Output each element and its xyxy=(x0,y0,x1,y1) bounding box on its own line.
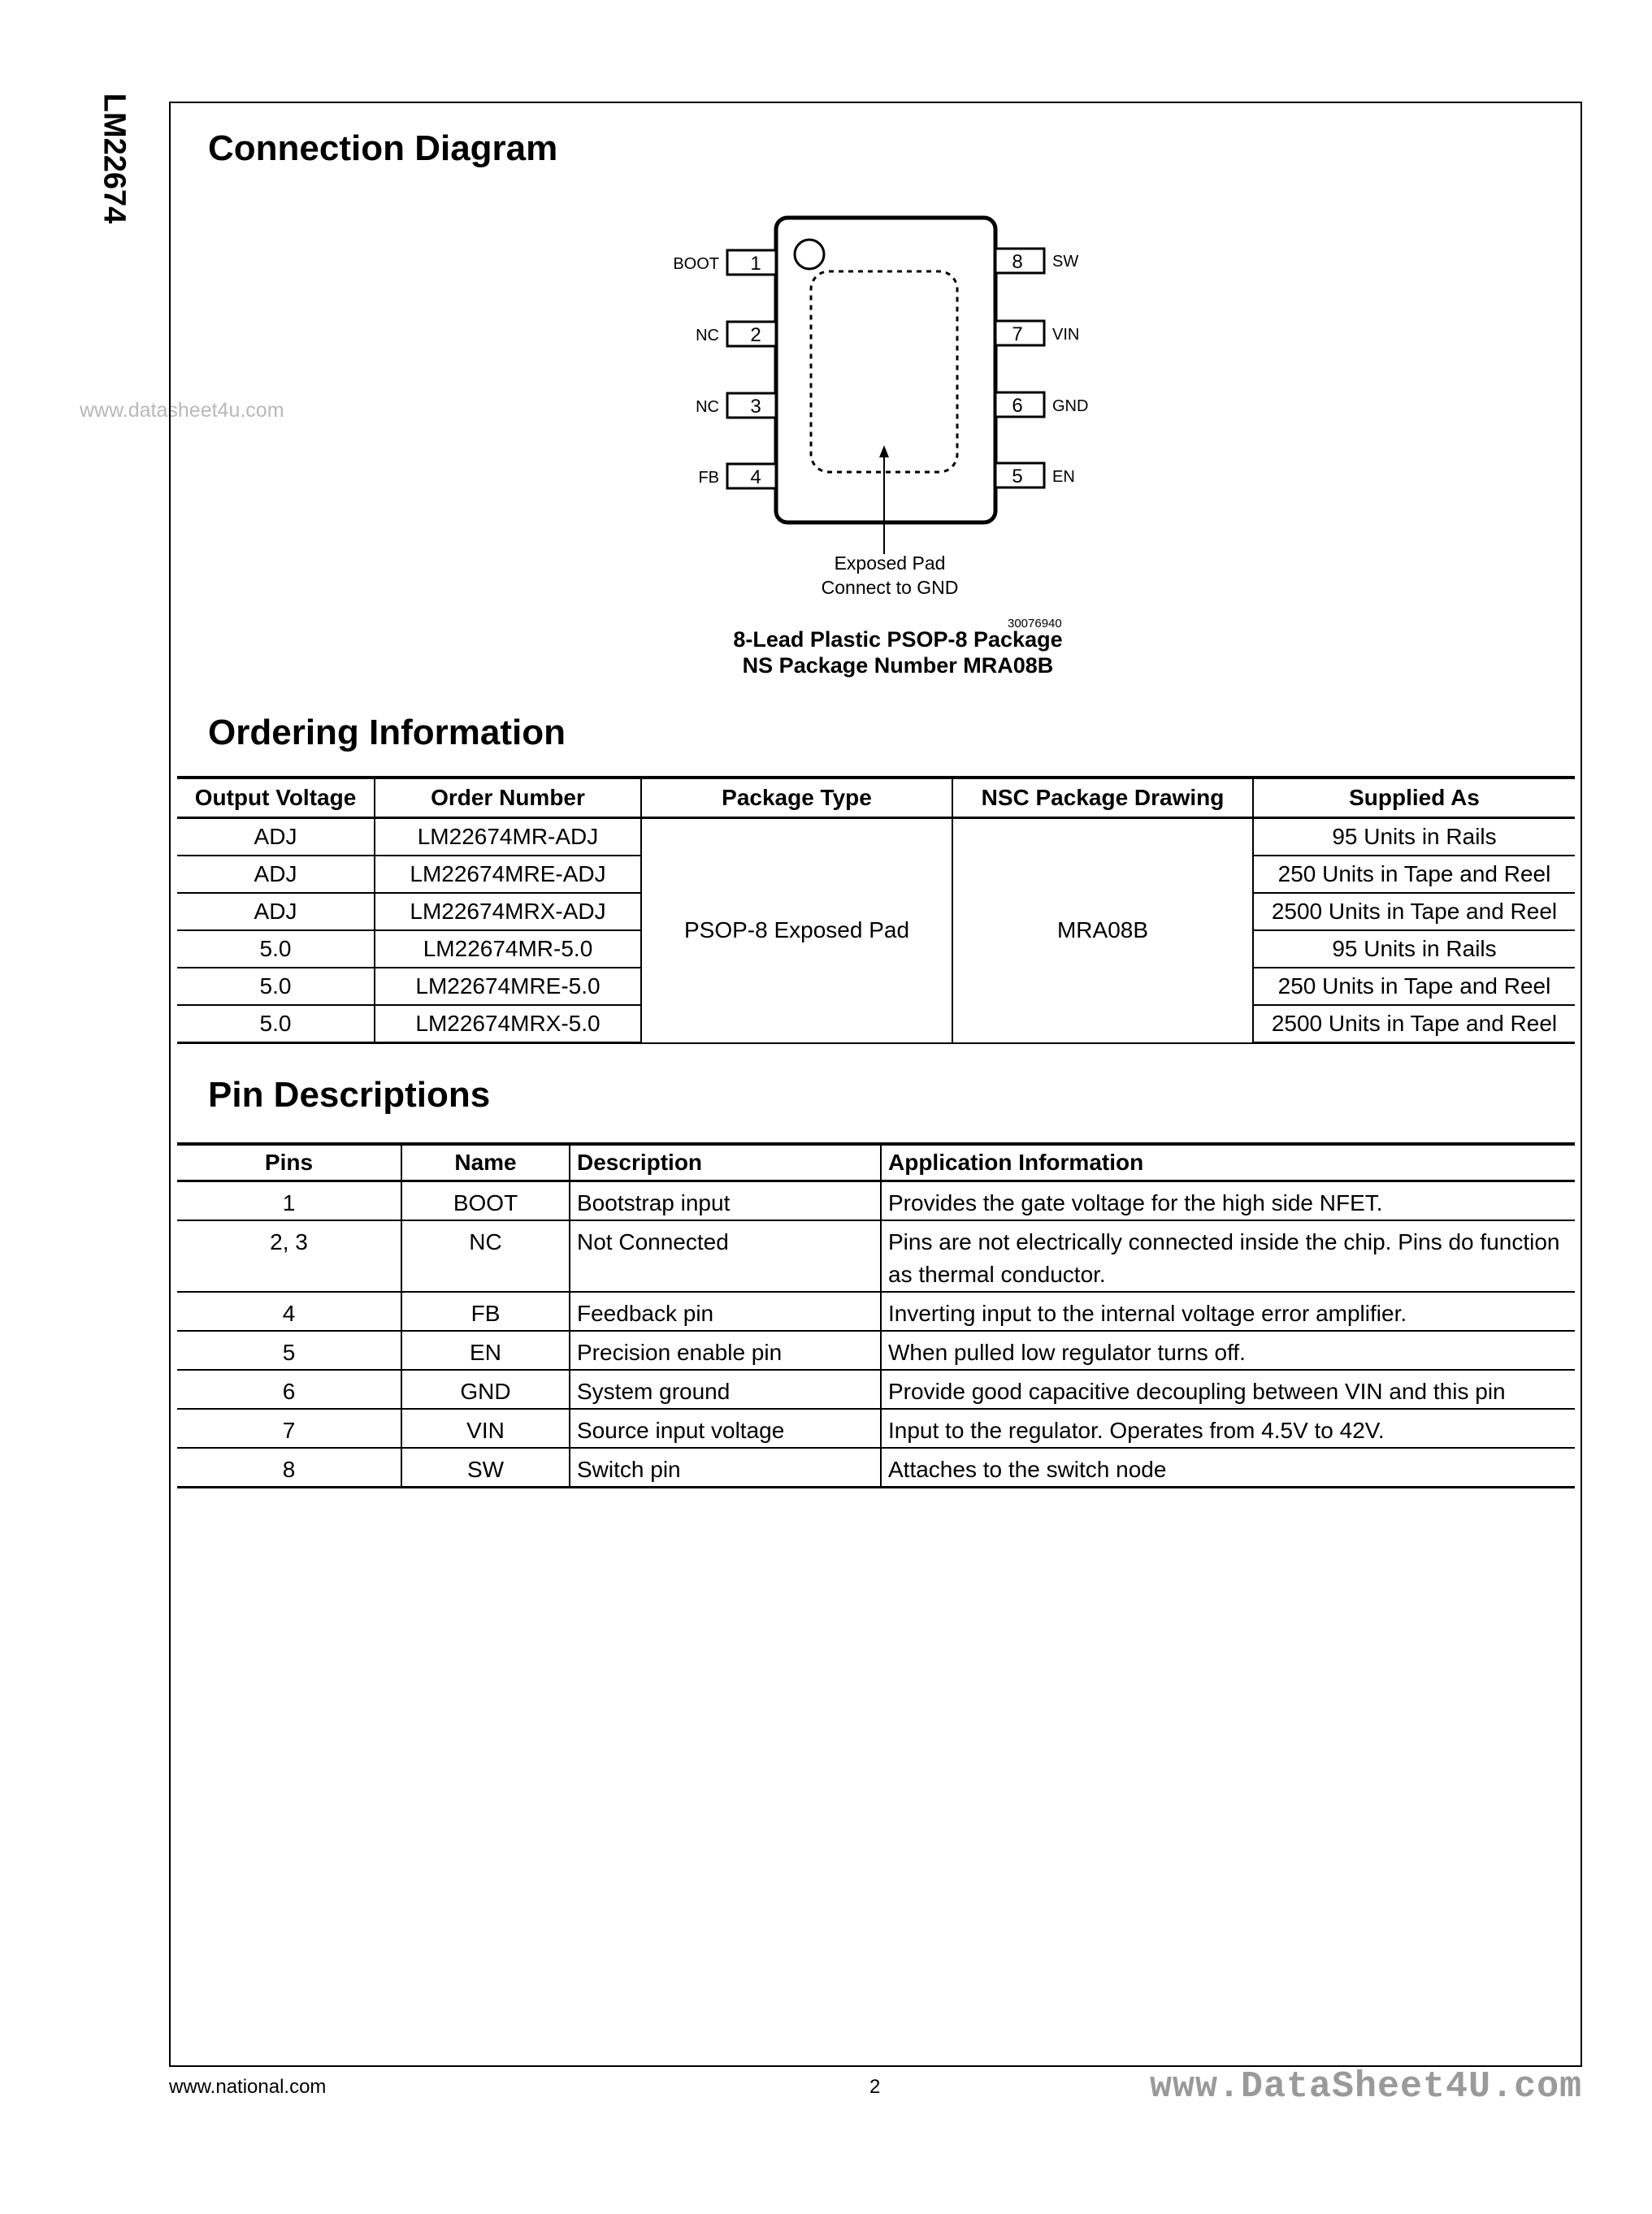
supplied-as-cell: 250 Units in Tape and Reel xyxy=(1253,968,1575,1005)
pin-name: EN xyxy=(1052,468,1075,486)
table-row xyxy=(177,1292,1575,1331)
pin-name-cell: VIN xyxy=(401,1409,570,1448)
pin-name-cell: GND xyxy=(401,1370,570,1409)
pin-name: GND xyxy=(1052,397,1089,415)
right-pin-5 xyxy=(995,463,1075,487)
pin-number: 4 xyxy=(750,466,761,488)
pin-name: VIN xyxy=(1052,326,1080,344)
pin-name: NC xyxy=(696,398,719,416)
pin-name: FB xyxy=(698,469,719,487)
left-pin-1 xyxy=(673,250,776,275)
pin-description-cell: Source input voltage xyxy=(570,1409,881,1448)
footer-website: www.national.com xyxy=(169,2076,327,2098)
connection-diagram-title: Connection Diagram xyxy=(208,128,558,168)
pin-number: 8 xyxy=(1012,251,1023,273)
pin-name: SW xyxy=(1052,253,1079,271)
pin-number-cell: 8 xyxy=(177,1448,401,1488)
pin-name-cell: EN xyxy=(401,1331,570,1370)
pin-number-cell: 2, 3 xyxy=(177,1220,401,1292)
table-header-row xyxy=(177,778,1575,818)
application-info-cell: When pulled low regulator turns off. xyxy=(881,1331,1575,1370)
package-type-cell: PSOP-8 Exposed Pad xyxy=(641,818,952,1043)
package-drawing-cell: MRA08B xyxy=(952,818,1253,1043)
application-info-cell: Provides the gate voltage for the high side NFET. xyxy=(881,1181,1575,1221)
ordering-information-title: Ordering Information xyxy=(208,713,566,752)
pin-number-cell: 6 xyxy=(177,1370,401,1409)
application-info-cell: Pins are not electrically connected inside the chip. Pins do function as thermal conductor. xyxy=(881,1220,1575,1292)
table-row xyxy=(177,818,1575,856)
pin-number-cell: 1 xyxy=(177,1181,401,1221)
pin-name-cell: BOOT xyxy=(401,1181,570,1221)
supplied-as-cell: 95 Units in Rails xyxy=(1253,930,1575,968)
pin-number: 5 xyxy=(1012,466,1023,487)
column-header: Order Number xyxy=(375,778,641,818)
order-number-cell: LM22674MRX-ADJ xyxy=(375,893,641,930)
column-header: Package Type xyxy=(641,778,952,818)
table-header-row xyxy=(177,1144,1575,1181)
left-pin-2 xyxy=(696,322,776,346)
part-number-side-label: LM22674 xyxy=(97,93,132,224)
output-voltage-cell: 5.0 xyxy=(177,1005,375,1043)
pin-description-cell: Precision enable pin xyxy=(570,1331,881,1370)
application-info-cell: Provide good capacitive decoupling between VIN and this pin xyxy=(881,1370,1575,1409)
pin-name: NC xyxy=(696,327,719,344)
left-pin-4 xyxy=(698,464,776,488)
pin-name-cell: NC xyxy=(401,1220,570,1292)
right-pin-8 xyxy=(995,249,1078,273)
package-caption-line1: 8-Lead Plastic PSOP-8 Package xyxy=(733,627,1063,652)
watermark-top-left: www.datasheet4u.com xyxy=(80,399,284,422)
supplied-as-cell: 95 Units in Rails xyxy=(1253,818,1575,856)
column-header: Application Information xyxy=(881,1144,1575,1181)
supplied-as-cell: 2500 Units in Tape and Reel xyxy=(1253,1005,1575,1043)
pin-descriptions-title: Pin Descriptions xyxy=(208,1075,491,1115)
application-info-cell: Inverting input to the internal voltage error amplifier. xyxy=(881,1292,1575,1331)
pin-description-cell: Feedback pin xyxy=(570,1292,881,1331)
output-voltage-cell: ADJ xyxy=(177,893,375,930)
order-number-cell: LM22674MRX-5.0 xyxy=(375,1005,641,1043)
pin-number-cell: 4 xyxy=(177,1292,401,1331)
application-info-cell: Input to the regulator. Operates from 4.5V to 42V. xyxy=(881,1409,1575,1448)
output-voltage-cell: ADJ xyxy=(177,818,375,856)
pin-number-cell: 7 xyxy=(177,1409,401,1448)
figure-code: 30076940 xyxy=(1008,617,1062,630)
table-row xyxy=(177,1370,1575,1409)
exposed-pad-gnd-label: Connect to GND xyxy=(821,577,959,598)
pin-description-cell: Bootstrap input xyxy=(570,1181,881,1221)
ordering-table xyxy=(177,776,1575,1044)
column-header: Supplied As xyxy=(1253,778,1575,818)
exposed-pad-label: Exposed Pad xyxy=(834,552,946,574)
pin-number: 2 xyxy=(750,324,761,346)
right-pin-6 xyxy=(995,392,1088,417)
left-pin-3 xyxy=(696,393,776,418)
column-header: Name xyxy=(401,1144,570,1181)
table-row xyxy=(177,1331,1575,1370)
pinout-diagram xyxy=(650,203,1105,609)
pin-number: 7 xyxy=(1012,323,1023,345)
table-row xyxy=(177,1220,1575,1292)
pin-description-cell: System ground xyxy=(570,1370,881,1409)
pin-number: 6 xyxy=(1012,395,1023,417)
pin-name-cell: SW xyxy=(401,1448,570,1488)
column-header: NSC Package Drawing xyxy=(952,778,1253,818)
output-voltage-cell: ADJ xyxy=(177,856,375,893)
footer-watermark: www.DataSheet4U.com xyxy=(1150,2066,1583,2108)
order-number-cell: LM22674MRE-ADJ xyxy=(375,856,641,893)
pin-number: 1 xyxy=(750,253,761,275)
pin-description-cell: Not Connected xyxy=(570,1220,881,1292)
supplied-as-cell: 250 Units in Tape and Reel xyxy=(1253,856,1575,893)
output-voltage-cell: 5.0 xyxy=(177,968,375,1005)
table-row xyxy=(177,1448,1575,1488)
pin1-marker-icon xyxy=(795,240,824,269)
order-number-cell: LM22674MR-ADJ xyxy=(375,818,641,856)
column-header: Description xyxy=(570,1144,881,1181)
right-pin-7 xyxy=(995,321,1079,345)
pin-description-cell: Switch pin xyxy=(570,1448,881,1488)
package-caption-line2: NS Package Number MRA08B xyxy=(742,653,1054,678)
page-number: 2 xyxy=(869,2076,881,2098)
pin-number-cell: 5 xyxy=(177,1331,401,1370)
application-info-cell: Attaches to the switch node xyxy=(881,1448,1575,1488)
pin-name-cell: FB xyxy=(401,1292,570,1331)
pin-number: 3 xyxy=(750,396,761,418)
column-header: Pins xyxy=(177,1144,401,1181)
output-voltage-cell: 5.0 xyxy=(177,930,375,968)
order-number-cell: LM22674MR-5.0 xyxy=(375,930,641,968)
column-header: Output Voltage xyxy=(177,778,375,818)
supplied-as-cell: 2500 Units in Tape and Reel xyxy=(1253,893,1575,930)
pin-name: BOOT xyxy=(673,255,719,273)
table-row xyxy=(177,1409,1575,1448)
table-row xyxy=(177,1181,1575,1221)
pin-descriptions-table xyxy=(177,1142,1575,1488)
order-number-cell: LM22674MRE-5.0 xyxy=(375,968,641,1005)
